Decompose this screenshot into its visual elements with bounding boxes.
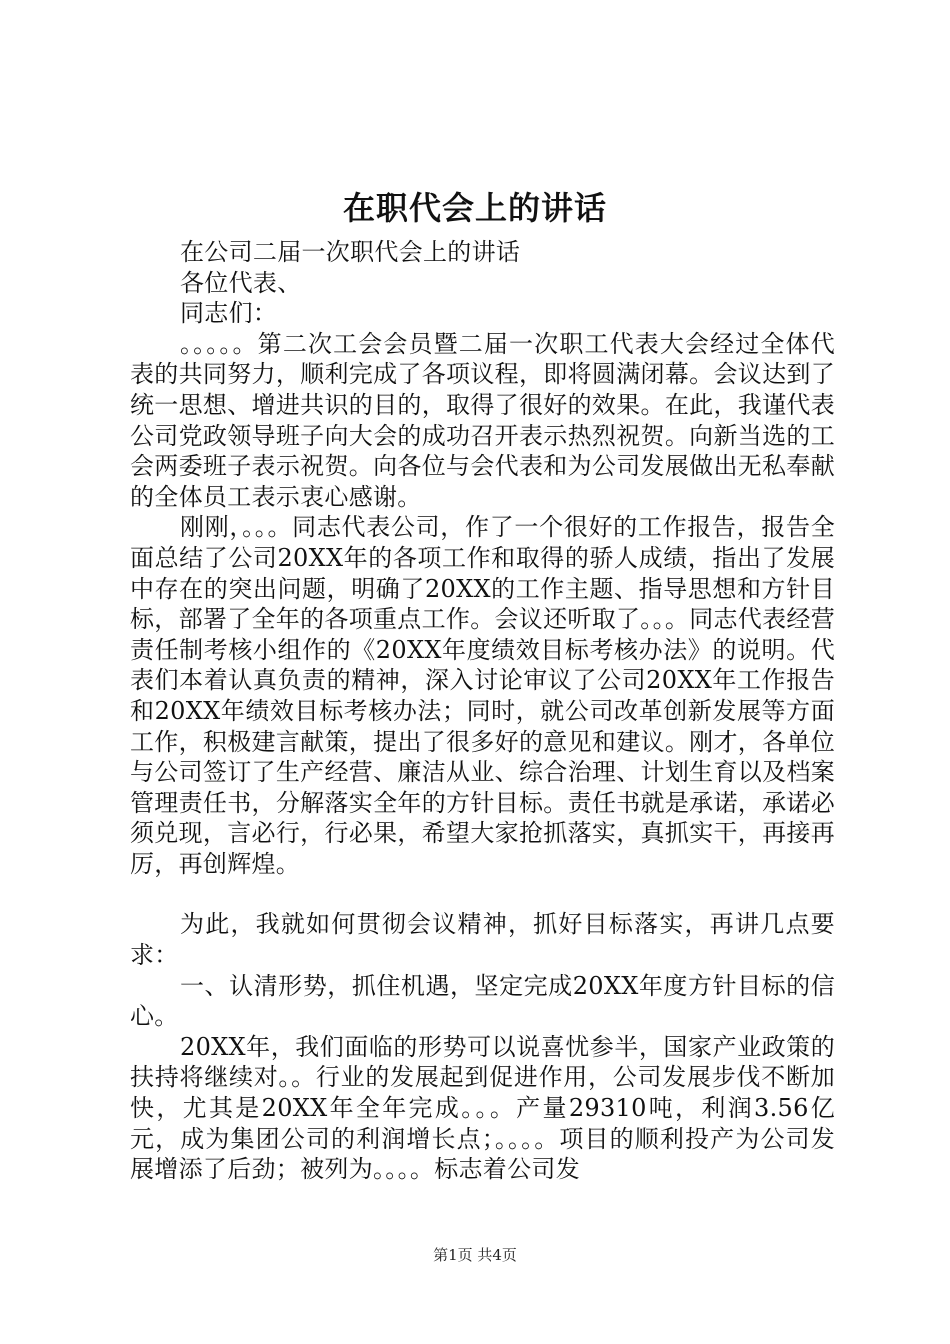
paragraph-report-summary: 刚刚，。。。同志代表公司，作了一个很好的工作报告，报告全面总结了公司20XX年的各项工作和取得的骄人成绩，指出了发展中存在的突出问题，明确了20XX的工作主题、指导思想和方针目标，部署了全年的各项重点工作。会议还听取了。。。同志代表经营责任制考核小组作的《20XX年度绩效目标考核办法》的说明。代表们本着认真负责的精神，深入讨论审议了公司20XX年工作报告和20XX年绩效目标考核办法；同时，就公司改革创新发展等方面工作，积极建言献策，提出了很多好的意见和建议。刚才，各单位与公司签订了生产经营、廉洁从业、综合治理、计划生育以及档案管理责任书，分解落实全年的方针目标。责任书就是承诺，承诺必须兑现，言必行，行必果，希望大家抢抓落实，真抓实干，再接再厉，再创辉煌。 (130, 513, 835, 878)
paragraph-salutation-2: 同志们： (180, 299, 278, 328)
paragraph-salutation-1: 各位代表、 (180, 268, 302, 297)
document-title: 在职代会上的讲话 (342, 189, 607, 227)
document-body (130, 237, 835, 1185)
page-footer: 第1页 共4页 (433, 1246, 517, 1264)
paragraph-subtitle: 在公司二届一次职代会上的讲话 (180, 238, 521, 266)
paragraph-section-heading-1: 一、认清形势，抓住机遇，坚定完成20XX年度方针目标的信心。 (130, 971, 835, 1031)
paragraph-opening: 。。。。。第二次工会会员暨二届一次职工代表大会经过全体代表的共同努力，顺利完成了各项议程，即将圆满闭幕。会议达到了统一思想、增进共识的目的，取得了很好的效果。在此，我谨代表公司党政领导班子向大会的成功召开表示热烈祝贺。向新当选的工会两委班子表示祝贺。向各位与会代表和为公司发展做出无私奉献的全体员工表示衷心感谢。 (130, 329, 835, 511)
paragraph-requirements-intro: 为此，我就如何贯彻会议精神，抓好目标落实，再讲几点要求： (130, 910, 835, 970)
paragraph-situation: 20XX年，我们面临的形势可以说喜忧参半，国家产业政策的扶持将继续对。。行业的发展起到促进作用，公司发展步伐不断加快，尤其是20XX年全年完成。。。产量29310吨，利润3.56亿元，成为集团公司的利润增长点；。。。。项目的顺利投产为公司发展增添了后劲；被列为。。。。标志着公司发 (130, 1032, 835, 1184)
